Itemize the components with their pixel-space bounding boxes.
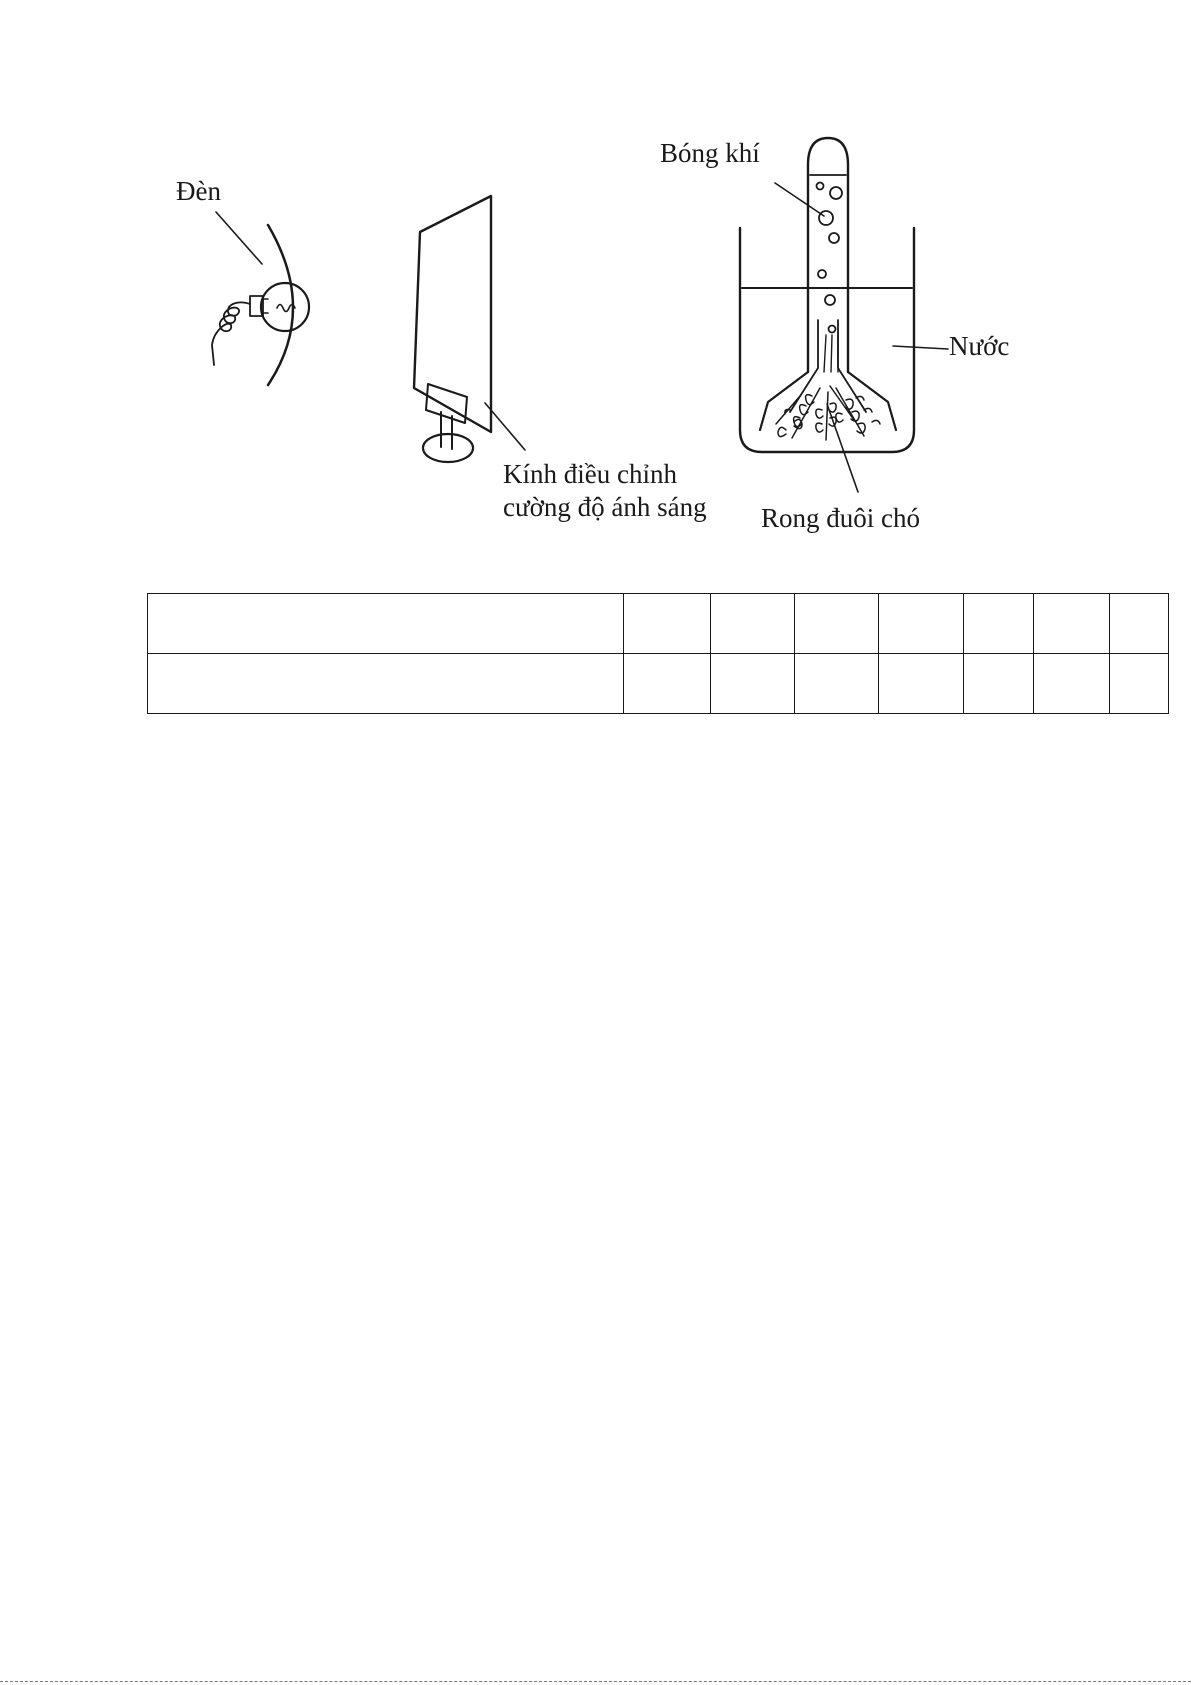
lamp-label: Đèn [176,176,221,206]
glass-panel-icon [414,196,525,462]
table-cell [964,654,1034,714]
table-row [148,594,1169,654]
table-cell [964,594,1034,654]
table-cell [148,594,624,654]
beaker-icon [740,138,948,492]
glass-label [503,458,707,524]
water-label: Nước [949,331,1010,361]
table-cell [1034,594,1110,654]
bubbles-label: Bóng khí [660,138,760,168]
waterweed-icon [776,386,880,440]
experiment-diagram [0,0,1191,560]
table-cell [1110,654,1169,714]
table-cell [879,654,964,714]
table-cell [624,654,711,714]
table-cell [1110,594,1169,654]
glass-label-line-2: cường độ ánh sáng [503,491,707,522]
plant-label: Rong đuôi chó [761,503,920,533]
lamp-icon [212,212,309,385]
glass-label-line-1: Kính điều chỉnh [503,459,677,489]
table-cell [879,594,964,654]
page-footer-divider [0,1681,1191,1682]
data-table [147,593,1169,714]
table-cell [795,594,879,654]
table-cell [795,654,879,714]
table-cell [624,594,711,654]
table-cell [1034,654,1110,714]
table-cell [148,654,624,714]
table-cell [711,594,795,654]
table-cell [711,654,795,714]
table-row [148,654,1169,714]
